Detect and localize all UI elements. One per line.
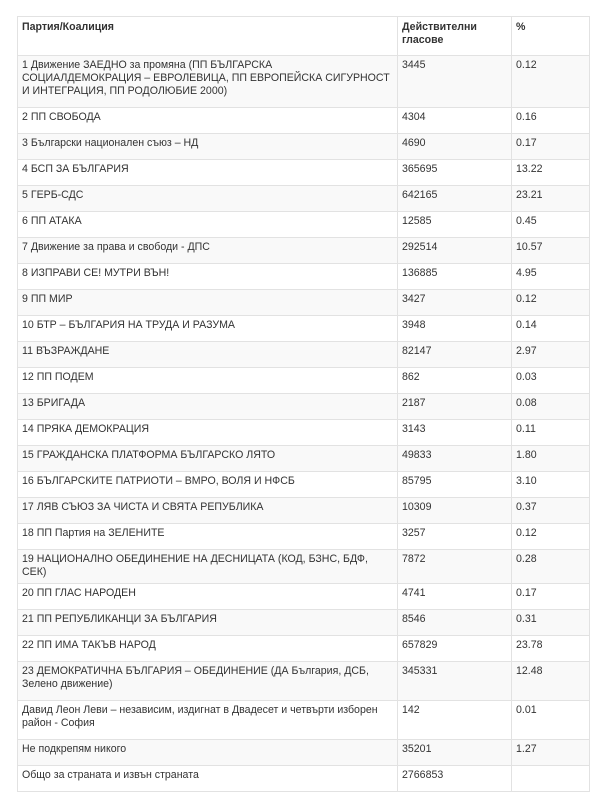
cell-party-name: 14 ПРЯКА ДЕМОКРАЦИЯ: [18, 420, 398, 446]
cell-votes: 85795: [398, 472, 512, 498]
cell-party-name: Общо за страната и извън страната: [18, 766, 398, 792]
table-row: [18, 134, 590, 160]
cell-votes: 4741: [398, 584, 512, 610]
cell-party-name: 12 ПП ПОДЕМ: [18, 368, 398, 394]
cell-percent: 0.12: [512, 290, 590, 316]
cell-percent: 1.27: [512, 740, 590, 766]
table-row: [18, 610, 590, 636]
cell-percent: 13.22: [512, 160, 590, 186]
table-row: [18, 446, 590, 472]
cell-votes: 136885: [398, 264, 512, 290]
cell-party-name: 1 Движение ЗАЕДНО за промяна (ПП БЪЛГАРСКА СОЦИАЛДЕМОКРАЦИЯ – ЕВРОЛЕВИЦА, ПП ЕВРОПЕЙСКА СИГУРНОСТ И ИНТЕГРАЦИЯ, ПП РОДОЛЮБИЕ 2000): [18, 56, 398, 108]
cell-votes: 3948: [398, 316, 512, 342]
table-body: [18, 56, 590, 792]
cell-votes: 3445: [398, 56, 512, 108]
cell-percent: 0.14: [512, 316, 590, 342]
table-row: [18, 524, 590, 550]
cell-votes: 12585: [398, 212, 512, 238]
table-row: [18, 584, 590, 610]
cell-votes: 142: [398, 701, 512, 740]
table-row: [18, 160, 590, 186]
cell-percent: 23.78: [512, 636, 590, 662]
cell-party-name: 15 ГРАЖДАНСКА ПЛАТФОРМА БЪЛГАРСКО ЛЯТО: [18, 446, 398, 472]
cell-percent: 12.48: [512, 662, 590, 701]
table-row: [18, 420, 590, 446]
cell-percent: 4.95: [512, 264, 590, 290]
table-row: [18, 662, 590, 701]
table-row: [18, 316, 590, 342]
table-row: [18, 290, 590, 316]
cell-votes: 82147: [398, 342, 512, 368]
cell-party-name: 22 ПП ИМА ТАКЪВ НАРОД: [18, 636, 398, 662]
header-percent: %: [512, 17, 590, 56]
cell-percent: 0.12: [512, 524, 590, 550]
cell-percent: 0.17: [512, 584, 590, 610]
cell-percent: 0.16: [512, 108, 590, 134]
cell-percent: 0.08: [512, 394, 590, 420]
cell-votes: 10309: [398, 498, 512, 524]
results-table-container: [17, 16, 589, 792]
cell-percent: 10.57: [512, 238, 590, 264]
table-row: [18, 498, 590, 524]
cell-votes: 3427: [398, 290, 512, 316]
table-row: [18, 394, 590, 420]
cell-party-name: 3 Български национален съюз – НД: [18, 134, 398, 160]
table-row: [18, 238, 590, 264]
cell-party-name: 7 Движение за права и свободи - ДПС: [18, 238, 398, 264]
cell-percent: 0.28: [512, 550, 590, 584]
table-row: [18, 766, 590, 792]
cell-party-name: 17 ЛЯВ СЪЮЗ ЗА ЧИСТА И СВЯТА РЕПУБЛИКА: [18, 498, 398, 524]
cell-votes: 35201: [398, 740, 512, 766]
cell-votes: 7872: [398, 550, 512, 584]
header-party: Партия/Коалиция: [18, 17, 398, 56]
cell-votes: 3257: [398, 524, 512, 550]
cell-percent: 2.97: [512, 342, 590, 368]
table-row: [18, 740, 590, 766]
cell-percent: 23.21: [512, 186, 590, 212]
cell-percent: [512, 766, 590, 792]
cell-percent: 1.80: [512, 446, 590, 472]
cell-party-name: Не подкрепям никого: [18, 740, 398, 766]
cell-percent: 3.10: [512, 472, 590, 498]
cell-party-name: 19 НАЦИОНАЛНО ОБЕДИНЕНИЕ НА ДЕСНИЦАТА (КОД, БЗНС, БДФ, СЕК): [18, 550, 398, 584]
cell-votes: 2187: [398, 394, 512, 420]
cell-percent: 0.11: [512, 420, 590, 446]
table-row: [18, 550, 590, 584]
table-row: [18, 701, 590, 740]
cell-votes: 345331: [398, 662, 512, 701]
table-row: [18, 472, 590, 498]
cell-percent: 0.17: [512, 134, 590, 160]
table-row: [18, 108, 590, 134]
table-row: [18, 368, 590, 394]
cell-votes: 657829: [398, 636, 512, 662]
cell-party-name: 11 ВЪЗРАЖДАНЕ: [18, 342, 398, 368]
cell-party-name: 8 ИЗПРАВИ СЕ! МУТРИ ВЪН!: [18, 264, 398, 290]
cell-party-name: 10 БТР – БЪЛГАРИЯ НА ТРУДА И РАЗУМА: [18, 316, 398, 342]
cell-votes: 8546: [398, 610, 512, 636]
table-row: [18, 342, 590, 368]
table-row: [18, 212, 590, 238]
cell-votes: 365695: [398, 160, 512, 186]
cell-party-name: 23 ДЕМОКРАТИЧНА БЪЛГАРИЯ – ОБЕДИНЕНИЕ (ДА България, ДСБ, Зелено движение): [18, 662, 398, 701]
cell-party-name: 20 ПП ГЛАС НАРОДЕН: [18, 584, 398, 610]
table-row: [18, 636, 590, 662]
cell-percent: 0.45: [512, 212, 590, 238]
cell-votes: 49833: [398, 446, 512, 472]
cell-percent: 0.31: [512, 610, 590, 636]
table-row: [18, 56, 590, 108]
cell-votes: 862: [398, 368, 512, 394]
cell-party-name: 2 ПП СВОБОДА: [18, 108, 398, 134]
cell-percent: 0.01: [512, 701, 590, 740]
cell-votes: 3143: [398, 420, 512, 446]
election-results-table: [17, 16, 590, 792]
table-row: [18, 186, 590, 212]
cell-party-name: 4 БСП ЗА БЪЛГАРИЯ: [18, 160, 398, 186]
cell-votes: 2766853: [398, 766, 512, 792]
cell-percent: 0.37: [512, 498, 590, 524]
cell-party-name: 13 БРИГАДА: [18, 394, 398, 420]
header-votes: Действителни гласове: [398, 17, 512, 56]
cell-votes: 4304: [398, 108, 512, 134]
table-header-row: [18, 17, 590, 56]
cell-party-name: 9 ПП МИР: [18, 290, 398, 316]
cell-percent: 0.12: [512, 56, 590, 108]
cell-party-name: 6 ПП АТАКА: [18, 212, 398, 238]
table-row: [18, 264, 590, 290]
cell-party-name: 18 ПП Партия на ЗЕЛЕНИТЕ: [18, 524, 398, 550]
cell-party-name: 16 БЪЛГАРСКИТЕ ПАТРИОТИ – ВМРО, ВОЛЯ И НФСБ: [18, 472, 398, 498]
cell-votes: 4690: [398, 134, 512, 160]
cell-party-name: 21 ПП РЕПУБЛИКАНЦИ ЗА БЪЛГАРИЯ: [18, 610, 398, 636]
cell-party-name: 5 ГЕРБ-СДС: [18, 186, 398, 212]
cell-votes: 292514: [398, 238, 512, 264]
cell-percent: 0.03: [512, 368, 590, 394]
cell-party-name: Давид Леон Леви – независим, издигнат в Двадесет и четвърти изборен район - София: [18, 701, 398, 740]
cell-votes: 642165: [398, 186, 512, 212]
